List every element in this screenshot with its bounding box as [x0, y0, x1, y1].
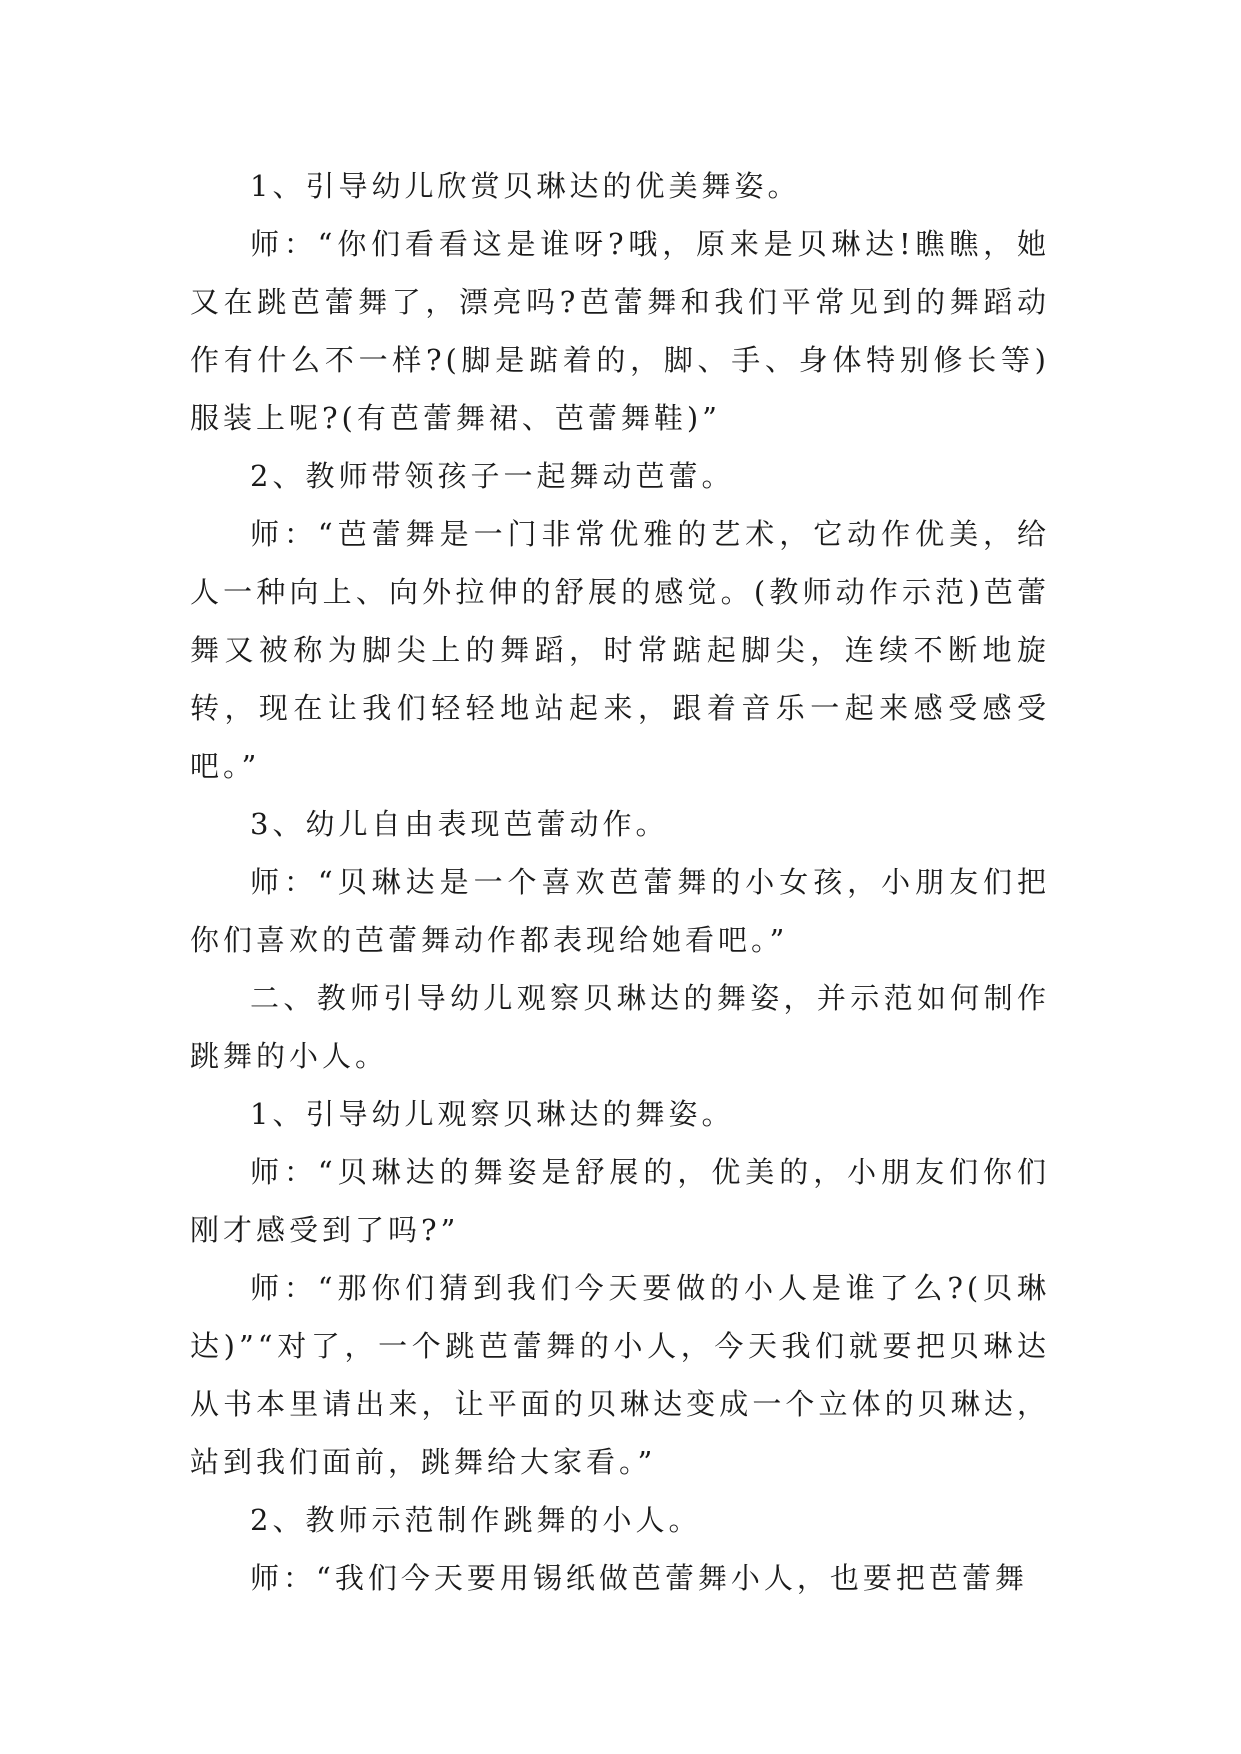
- paragraph-teacher-dialogue: 师：“贝琳达的舞姿是舒展的，优美的，小朋友们你们刚才感受到了吗?”: [190, 1155, 1050, 1247]
- document-body: [190, 157, 1050, 1607]
- paragraph-teacher-dialogue: 师：“你们看看这是谁呀?哦，原来是贝琳达!瞧瞧，她又在跳芭蕾舞了，漂亮吗?芭蕾舞和我们平常见到的舞蹈动作有什么不一样?(脚是踮着的，脚、手、身体特别修长等)服装上呢?(有芭蕾舞裙、芭蕾舞鞋)”: [190, 227, 1050, 435]
- paragraph-teacher-dialogue: 师：“那你们猜到我们今天要做的小人是谁了么?(贝琳达)”“对了，一个跳芭蕾舞的小人，今天我们就要把贝琳达从书本里请出来，让平面的贝琳达变成一个立体的贝琳达，站到我们面前，跳舞给大家看。”: [190, 1271, 1050, 1479]
- paragraph-section-1-heading: 1、引导幼儿欣赏贝琳达的优美舞姿。: [250, 169, 801, 203]
- paragraph-section-3-heading: 3、幼儿自由表现芭蕾动作。: [250, 807, 669, 841]
- paragraph-section-1-heading: 1、引导幼儿观察贝琳达的舞姿。: [250, 1097, 735, 1131]
- paragraph-section-2-heading: 2、教师带领孩子一起舞动芭蕾。: [250, 459, 735, 493]
- paragraph-teacher-dialogue: 师：“芭蕾舞是一门非常优雅的艺术，它动作优美，给人一种向上、向外拉伸的舒展的感觉。(教师动作示范)芭蕾舞又被称为脚尖上的舞蹈，时常踮起脚尖，连续不断地旋转，现在让我们轻轻地站起来，跟着音乐一起来感受感受吧。”: [190, 517, 1050, 783]
- paragraph-teacher-dialogue: 师：“贝琳达是一个喜欢芭蕾舞的小女孩，小朋友们把你们喜欢的芭蕾舞动作都表现给她看吧。”: [190, 865, 1050, 957]
- paragraph-part-2-heading: 二、教师引导幼儿观察贝琳达的舞姿，并示范如何制作跳舞的小人。: [190, 981, 1050, 1073]
- paragraph-section-2-heading: 2、教师示范制作跳舞的小人。: [250, 1503, 702, 1537]
- paragraph-teacher-dialogue: 师：“我们今天要用锡纸做芭蕾舞小人，也要把芭蕾舞: [250, 1561, 1028, 1595]
